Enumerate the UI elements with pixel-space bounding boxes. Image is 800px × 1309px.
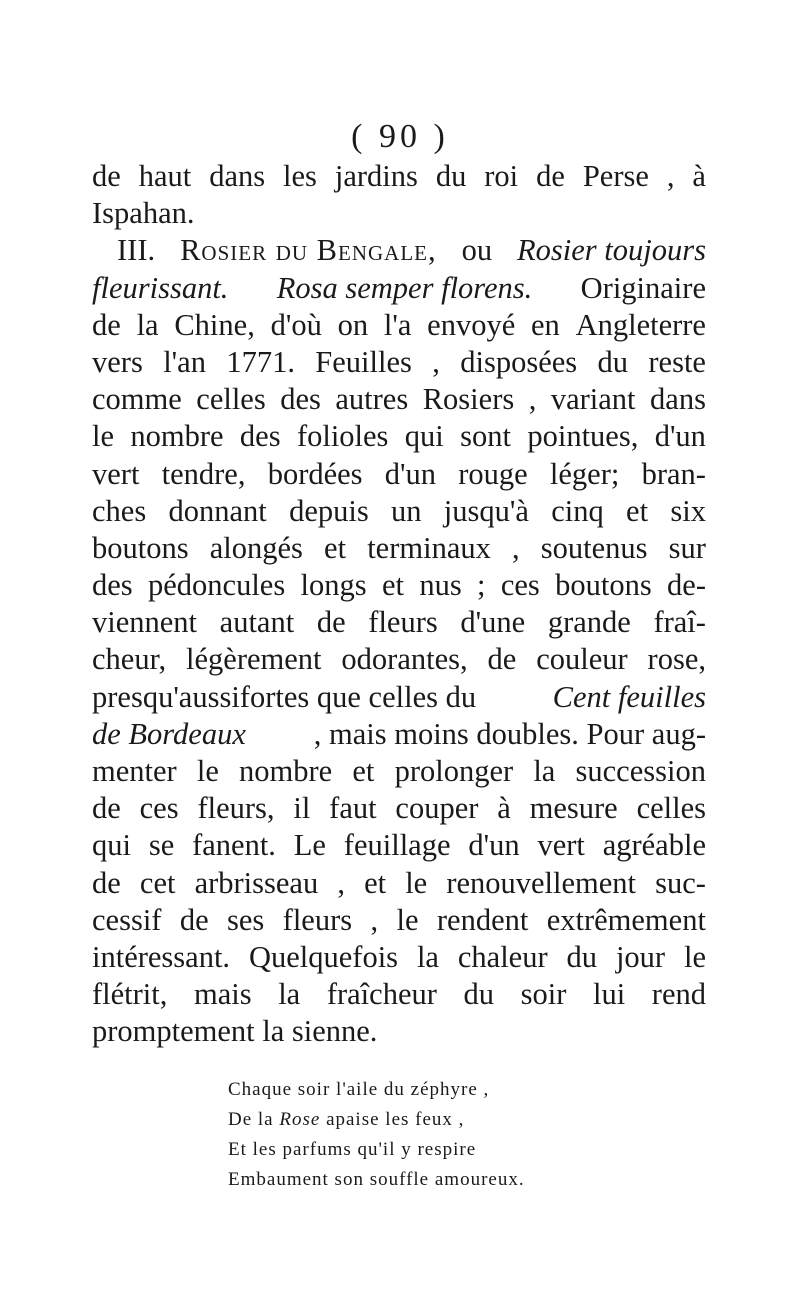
text-line (92, 865, 706, 902)
paragraph-block (92, 307, 706, 679)
verse-line: Et les parfums qu'il y respire (228, 1139, 477, 1160)
body-text (92, 158, 706, 1051)
word: fleurs, (197, 791, 275, 826)
word: de (92, 791, 121, 826)
word: du (435, 159, 467, 193)
word: alongés (209, 530, 303, 565)
text-line (92, 567, 706, 604)
word: les (283, 159, 317, 193)
word: chaleur (457, 939, 548, 974)
word: il (293, 791, 311, 826)
word: d'une (460, 605, 526, 640)
paragraph-block (92, 753, 706, 1013)
word: de (536, 159, 565, 193)
word: feuillage (343, 828, 451, 863)
word: , (512, 530, 520, 565)
word: rendent (436, 902, 529, 937)
word: le (396, 902, 419, 937)
word: fleurs (368, 605, 438, 640)
word: , (337, 865, 345, 900)
text-line (92, 493, 706, 530)
word: des (280, 382, 321, 417)
word: sont (460, 419, 511, 454)
rose-name: Rosier du Bengale, (180, 233, 437, 268)
word: Angleterre (575, 307, 706, 342)
word: , (666, 159, 675, 193)
word: fanent. (192, 828, 276, 863)
rose-heading-line (92, 232, 706, 269)
word: dans (650, 382, 706, 417)
word: boutons (92, 530, 189, 565)
word: le (683, 939, 706, 974)
word: envoyé (427, 307, 516, 342)
word: de (179, 902, 209, 937)
word: de (92, 307, 121, 342)
word: cheur, (92, 642, 167, 677)
word: d'un (384, 456, 437, 491)
word: soir (520, 977, 567, 1012)
word: rouge (458, 456, 528, 491)
latin-name: Rosa semper florens. (276, 270, 533, 305)
text-line (92, 604, 706, 641)
word: du (597, 344, 629, 379)
word: nombre (130, 419, 224, 454)
verse-line (228, 1105, 568, 1135)
word: Le (293, 828, 326, 863)
word: des (239, 419, 281, 454)
verse-segment: apaise les feux , (326, 1109, 465, 1130)
word: longs (300, 568, 367, 603)
word: boutons (555, 568, 652, 603)
word: cet (139, 865, 176, 900)
word: bran- (641, 456, 706, 491)
text-line (92, 530, 706, 567)
word: odorantes, (341, 642, 468, 677)
text-line (92, 381, 706, 418)
word: la (278, 977, 301, 1012)
word: et (626, 493, 649, 528)
word: d'un (468, 828, 520, 863)
word: mesure (529, 791, 618, 826)
word: faut (329, 791, 377, 826)
word: l'an (163, 344, 206, 379)
text-line (92, 716, 706, 753)
alternate-name-continued: fleurissant. (92, 270, 229, 305)
word: dans (209, 159, 266, 193)
verse-segment: De la (228, 1109, 274, 1130)
text-line (92, 790, 706, 827)
word: cessif (92, 902, 162, 937)
word: intéressant. (92, 939, 231, 974)
word: prolonger (394, 754, 514, 788)
word: extrêmement (546, 902, 706, 937)
word: de (92, 159, 121, 193)
word: rose, (647, 642, 706, 677)
word: fraîcheur (326, 977, 437, 1012)
word: et (381, 568, 404, 603)
text-line: promptement la sienne. (92, 1014, 378, 1049)
word: grande (547, 605, 631, 640)
word: d'un (654, 419, 706, 454)
word: sur (668, 530, 706, 565)
word: ; (477, 568, 486, 603)
word: six (670, 493, 706, 528)
word: à (692, 159, 706, 193)
roman-numeral: III. (117, 233, 156, 268)
word: ches (92, 493, 147, 528)
word: le (196, 754, 219, 788)
word: jusqu'à (443, 493, 529, 528)
italic-term: Cent feuilles (552, 679, 706, 714)
word: la (416, 939, 439, 974)
word: nus (419, 568, 462, 603)
word: pointues, (527, 419, 639, 454)
word: qui (404, 419, 444, 454)
text-line (92, 456, 706, 493)
word: donnant (168, 493, 267, 528)
word: bordées (267, 456, 363, 491)
word: reste (648, 344, 706, 379)
word: cinq (551, 493, 604, 528)
word: rend (651, 977, 706, 1012)
word: vers (92, 344, 143, 379)
text-line (92, 976, 706, 1013)
text-line (92, 270, 706, 307)
word: comme (92, 382, 182, 417)
word: légèrement (186, 642, 322, 677)
word: viennent (92, 605, 198, 640)
word: d'où (270, 307, 322, 342)
word: qui (92, 828, 131, 863)
text-line: Ispahan. (92, 196, 195, 231)
word: couper (395, 791, 479, 826)
word: Chine, (174, 307, 255, 342)
page-number: ( 90 ) (351, 118, 449, 155)
word: en (531, 307, 560, 342)
word: l'a (383, 307, 412, 342)
word: ces (500, 568, 540, 603)
word: terminaux (367, 530, 491, 565)
word: roi (484, 159, 519, 193)
word: Feuilles (315, 344, 412, 379)
word: de- (667, 568, 706, 603)
word: , (432, 344, 440, 379)
word: couleur (536, 642, 628, 677)
word: autant (219, 605, 295, 640)
word: pédoncules (148, 568, 286, 603)
text-line (92, 307, 706, 344)
word: Perse (582, 159, 649, 193)
word: de (316, 605, 346, 640)
word: , (370, 902, 379, 937)
text-line (92, 902, 706, 939)
word: soutenus (540, 530, 648, 565)
word: le (92, 419, 115, 454)
word: et (324, 530, 347, 565)
alternate-name: Rosier toujours (517, 233, 706, 268)
word: celles (196, 382, 266, 417)
italic-term: de Bordeaux (92, 716, 246, 751)
word: Quelquefois (248, 939, 399, 974)
word: vert (92, 456, 140, 491)
word: ses (227, 902, 265, 937)
word: et (352, 754, 375, 788)
text-line (92, 753, 706, 790)
word: celles (636, 791, 706, 826)
verse-italic-term: Rose (279, 1109, 321, 1130)
word: la (136, 307, 159, 342)
word: du (566, 939, 598, 974)
word: mais (193, 977, 252, 1012)
word: menter (92, 754, 177, 788)
word: flétrit, (92, 977, 168, 1012)
word: lui (592, 977, 626, 1012)
word: et (364, 865, 387, 900)
word: à (497, 791, 511, 826)
word: 1771. (226, 344, 295, 379)
text-line (92, 939, 706, 976)
word: jardins (334, 159, 418, 193)
word: disposées (460, 344, 578, 379)
word: du (463, 977, 494, 1012)
word: le (405, 865, 428, 900)
word: Rosiers (422, 382, 515, 417)
word: haut (138, 159, 192, 193)
word: fraî- (653, 605, 706, 640)
text-line (92, 418, 706, 455)
text-line (92, 158, 706, 195)
verse-line: Chaque soir l'aile du zéphyre , (228, 1079, 490, 1100)
word: jour (615, 939, 666, 974)
word: agréable (602, 828, 706, 863)
word: se (148, 828, 175, 863)
text-line (92, 679, 706, 716)
word: léger; (549, 456, 620, 491)
text-line (92, 344, 706, 381)
word: des (92, 568, 133, 603)
text-line (92, 827, 706, 864)
text-segment: , mais moins doubles. Pour aug- (313, 716, 706, 751)
verse-quotation (228, 1075, 568, 1195)
word: folioles (296, 419, 389, 454)
word: renouvellement (446, 865, 637, 900)
text-segment: Originaire (580, 270, 706, 305)
word: arbrisseau (194, 865, 319, 900)
heading-conjunction: ou (461, 233, 493, 268)
word: , (528, 382, 537, 417)
text-segment: presqu'aussifortes que celles du (92, 679, 477, 714)
word: on (337, 307, 369, 342)
word: vert (537, 828, 585, 863)
word: fleurs (282, 902, 353, 937)
word: variant (550, 382, 636, 417)
verse-line: Embaument son souffle amoureux. (228, 1169, 525, 1190)
word: ces (139, 791, 179, 826)
word: autres (335, 382, 409, 417)
word: tendre, (161, 456, 246, 491)
text-line (92, 641, 706, 678)
word: nombre (239, 754, 333, 788)
word: de (92, 865, 121, 900)
word: suc- (655, 865, 706, 900)
word: de (487, 642, 517, 677)
word: depuis (289, 493, 369, 528)
word: succession (575, 754, 706, 788)
word: la (533, 754, 556, 788)
word: un (391, 493, 422, 528)
